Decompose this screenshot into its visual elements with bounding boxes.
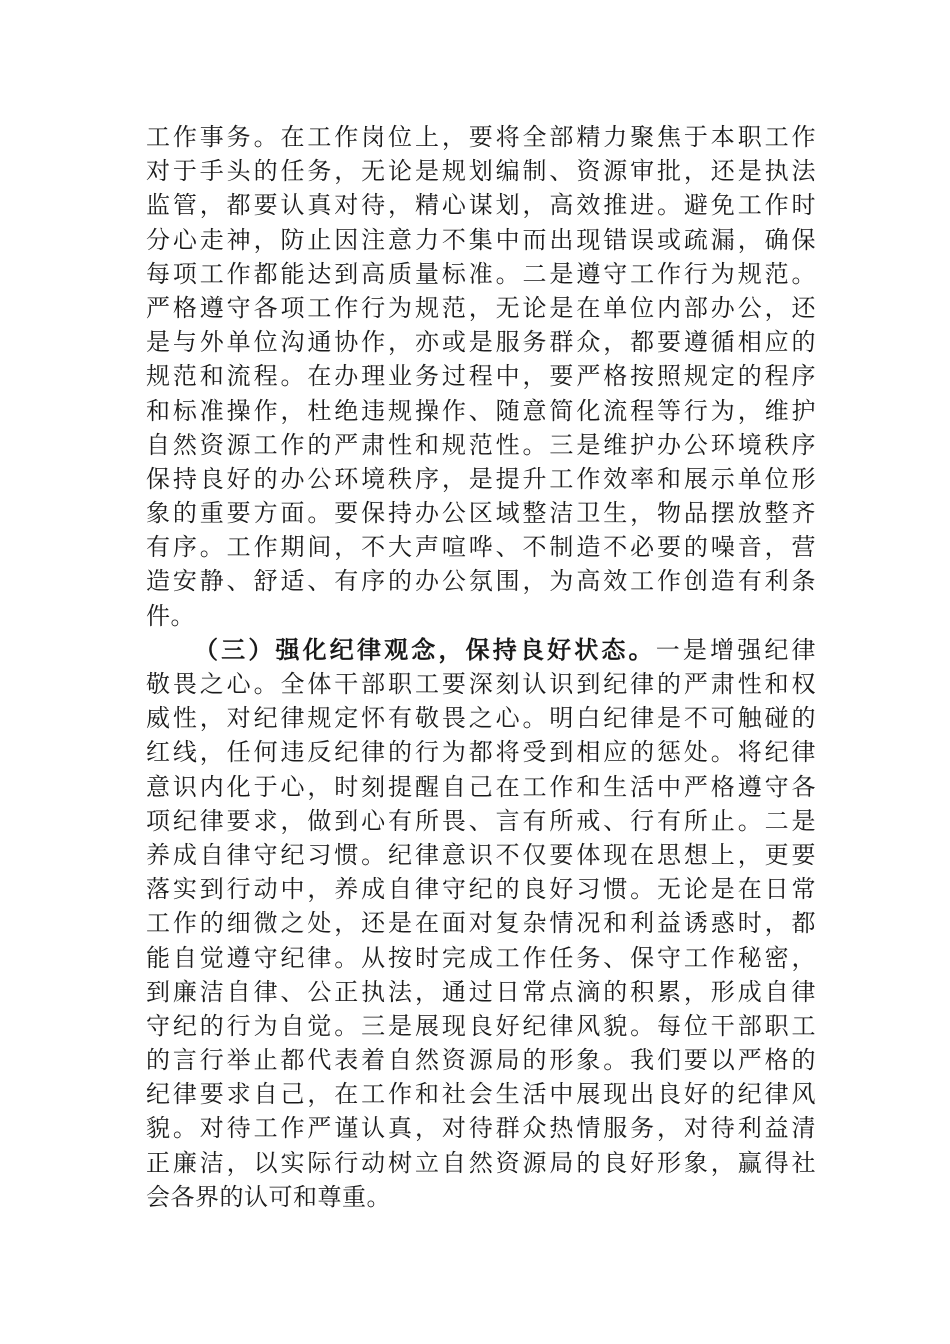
paragraph-line: 红线，任何违反纪律的行为都将受到相应的惩处。将纪律 bbox=[146, 738, 816, 767]
paragraph-line: 每项工作都能达到高质量标准。二是遵守工作行为规范。 bbox=[146, 259, 816, 288]
paragraph-line: 的言行举止都代表着自然资源局的形象。我们要以严格的 bbox=[146, 1046, 816, 1075]
paragraph-line: 有序。工作期间，不大声喧哗、不制造不必要的噪音，营 bbox=[146, 533, 816, 562]
paragraph-line: 落实到行动中，养成自律守纪的良好习惯。无论是在日常 bbox=[146, 875, 816, 904]
section-heading-line bbox=[146, 633, 816, 667]
paragraph-line: 项纪律要求，做到心有所畏、言有所戒、行有所止。二是 bbox=[146, 806, 816, 835]
paragraph-text: 一是增强纪律 bbox=[655, 635, 817, 664]
paragraph-line: 规范和流程。在办理业务过程中，要严格按照规定的程序 bbox=[146, 362, 816, 391]
paragraph-line: 分心走神，防止因注意力不集中而出现错误或疏漏，确保 bbox=[146, 225, 816, 254]
paragraph-line: 是与外单位沟通协作，亦或是服务群众，都要遵循相应的 bbox=[146, 328, 816, 357]
document-body bbox=[146, 120, 816, 1214]
paragraph-line: 到廉洁自律、公正执法，通过日常点滴的积累，形成自律 bbox=[146, 977, 816, 1006]
paragraph-line: 对于手头的任务，无论是规划编制、资源审批，还是执法 bbox=[146, 157, 816, 186]
paragraph-line: 工作的细微之处，还是在面对复杂情况和利益诱惑时，都 bbox=[146, 909, 816, 938]
paragraph-line: 和标准操作，杜绝违规操作、随意简化流程等行为，维护 bbox=[146, 396, 816, 425]
paragraph-line: 会各界的认可和尊重。 bbox=[146, 1182, 391, 1211]
paragraph-line: 监管，都要认真对待，精心谋划，高效推进。避免工作时 bbox=[146, 191, 816, 220]
paragraph-line: 能自觉遵守纪律。从按时完成工作任务、保守工作秘密， bbox=[146, 943, 816, 972]
paragraph-line: 纪律要求自己，在工作和社会生活中展现出良好的纪律风 bbox=[146, 1080, 816, 1109]
paragraph-line: 保持良好的办公环境秩序，是提升工作效率和展示单位形 bbox=[146, 464, 816, 493]
paragraph-line: 象的重要方面。要保持办公区域整洁卫生，物品摆放整齐 bbox=[146, 499, 816, 528]
paragraph-line: 守纪的行为自觉。三是展现良好纪律风貌。每位干部职工 bbox=[146, 1011, 816, 1040]
paragraph-line: 件。 bbox=[146, 601, 195, 630]
paragraph-line: 敬畏之心。全体干部职工要深刻认识到纪律的严肃性和权 bbox=[146, 670, 816, 698]
paragraph-line: 养成自律守纪习惯。纪律意识不仅要体现在思想上，更要 bbox=[146, 840, 816, 869]
paragraph-line: 正廉洁，以实际行动树立自然资源局的良好形象，赢得社 bbox=[146, 1148, 816, 1177]
paragraph-line: 威性，对纪律规定怀有敬畏之心。明白纪律是不可触碰的 bbox=[146, 704, 816, 733]
section-heading: （三）强化纪律观念，保持良好状态。 bbox=[194, 634, 656, 664]
paragraph-line: 自然资源工作的严肃性和规范性。三是维护办公环境秩序 bbox=[146, 430, 816, 459]
paragraph-line: 意识内化于心，时刻提醒自己在工作和生活中严格遵守各 bbox=[146, 772, 816, 801]
paragraph-line: 严格遵守各项工作行为规范，无论是在单位内部办公，还 bbox=[146, 293, 816, 322]
paragraph-line: 造安静、舒适、有序的办公氛围，为高效工作创造有利条 bbox=[146, 567, 816, 596]
paragraph-line: 貌。对待工作严谨认真，对待群众热情服务，对待利益清 bbox=[146, 1114, 816, 1143]
paragraph-line: 工作事务。在工作岗位上，要将全部精力聚焦于本职工作 bbox=[146, 123, 816, 151]
